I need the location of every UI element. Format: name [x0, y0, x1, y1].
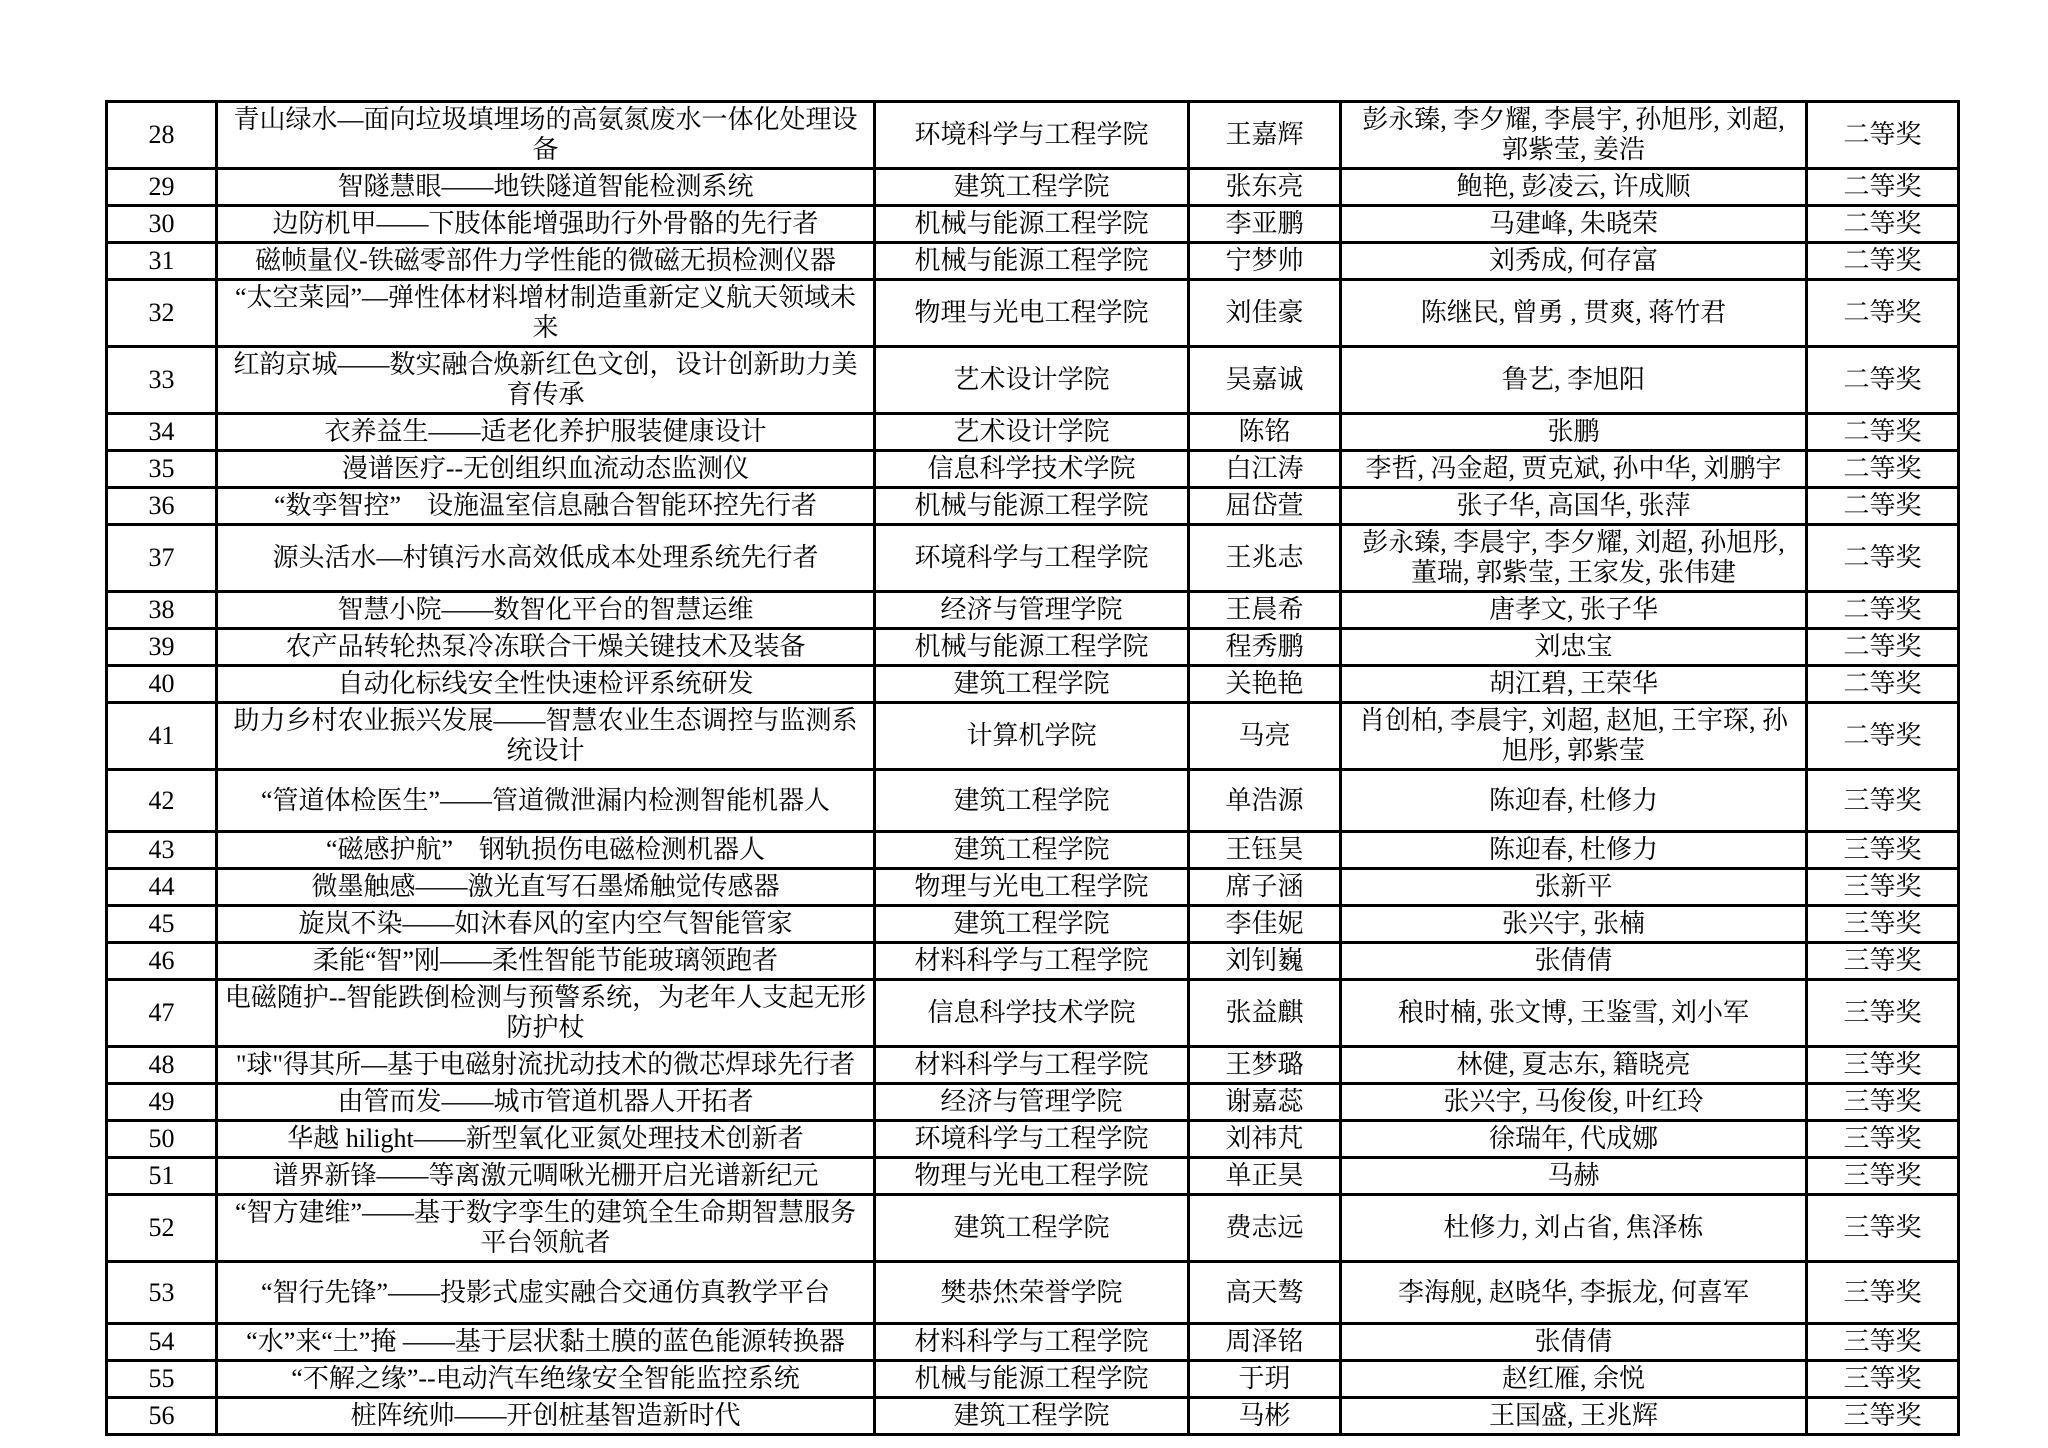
college-name-cell: 经济与管理学院 — [875, 592, 1189, 629]
award-level-cell: 三等奖 — [1807, 943, 1959, 980]
project-title-cell: “智行先锋”——投影式虚实融合交通仿真教学平台 — [217, 1262, 875, 1324]
leader-name-cell: 费志远 — [1189, 1195, 1341, 1262]
college-name-cell: 机械与能源工程学院 — [875, 1361, 1189, 1398]
college-name-cell: 建筑工程学院 — [875, 770, 1189, 832]
project-title-cell: 农产品转轮热泵冷冻联合干燥关键技术及装备 — [217, 629, 875, 666]
team-members-cell: 鲁艺, 李旭阳 — [1341, 347, 1807, 414]
leader-name-cell: 吴嘉诚 — [1189, 347, 1341, 414]
project-title-cell: "球"得其所—基于电磁射流扰动技术的微芯焊球先行者 — [217, 1047, 875, 1084]
college-name-cell: 信息科学技术学院 — [875, 451, 1189, 488]
award-level-cell: 二等奖 — [1807, 347, 1959, 414]
project-title-cell: 华越 hilight——新型氧化亚氮处理技术创新者 — [217, 1121, 875, 1158]
leader-name-cell: 屈岱萱 — [1189, 488, 1341, 525]
project-title-cell: “智方建维”——基于数字孪生的建筑全生命期智慧服务平台领航者 — [217, 1195, 875, 1262]
row-number-cell: 50 — [107, 1121, 217, 1158]
team-members-cell: 刘忠宝 — [1341, 629, 1807, 666]
table-row — [107, 347, 1959, 414]
row-number-cell: 41 — [107, 703, 217, 770]
team-members-cell: 李海舰, 赵晓华, 李振龙, 何喜军 — [1341, 1262, 1807, 1324]
team-members-cell: 马赫 — [1341, 1158, 1807, 1195]
project-title-cell: 旋岚不染——如沐春风的室内空气智能管家 — [217, 906, 875, 943]
award-level-cell: 三等奖 — [1807, 1361, 1959, 1398]
row-number-cell: 35 — [107, 451, 217, 488]
award-level-cell: 二等奖 — [1807, 525, 1959, 592]
leader-name-cell: 席子涵 — [1189, 869, 1341, 906]
leader-name-cell: 陈铭 — [1189, 414, 1341, 451]
table-row — [107, 1121, 1959, 1158]
row-number-cell: 42 — [107, 770, 217, 832]
award-level-cell: 三等奖 — [1807, 980, 1959, 1047]
college-name-cell: 材料科学与工程学院 — [875, 1047, 1189, 1084]
award-level-cell: 三等奖 — [1807, 1121, 1959, 1158]
team-members-cell: 马建峰, 朱晓荣 — [1341, 206, 1807, 243]
college-name-cell: 材料科学与工程学院 — [875, 1324, 1189, 1361]
leader-name-cell: 王晨希 — [1189, 592, 1341, 629]
project-title-cell: 电磁随护--智能跌倒检测与预警系统，为老年人支起无形防护杖 — [217, 980, 875, 1047]
team-members-cell: 彭永臻, 李夕耀, 李晨宇, 孙旭彤, 刘超, 郭紫莹, 姜浩 — [1341, 102, 1807, 169]
college-name-cell: 信息科学技术学院 — [875, 980, 1189, 1047]
row-number-cell: 55 — [107, 1361, 217, 1398]
award-list-table — [105, 100, 1960, 1436]
leader-name-cell: 高天骜 — [1189, 1262, 1341, 1324]
table-row — [107, 1324, 1959, 1361]
college-name-cell: 物理与光电工程学院 — [875, 869, 1189, 906]
leader-name-cell: 张益麒 — [1189, 980, 1341, 1047]
table-row — [107, 414, 1959, 451]
project-title-cell: 桩阵统帅——开创桩基智造新时代 — [217, 1398, 875, 1435]
team-members-cell: 赵红雁, 余悦 — [1341, 1361, 1807, 1398]
award-level-cell: 二等奖 — [1807, 703, 1959, 770]
college-name-cell: 艺术设计学院 — [875, 347, 1189, 414]
college-name-cell: 经济与管理学院 — [875, 1084, 1189, 1121]
project-title-cell: 衣养益生——适老化养护服装健康设计 — [217, 414, 875, 451]
row-number-cell: 40 — [107, 666, 217, 703]
table-row — [107, 906, 1959, 943]
team-members-cell: 张兴宇, 马俊俊, 叶红玲 — [1341, 1084, 1807, 1121]
award-level-cell: 二等奖 — [1807, 169, 1959, 206]
college-name-cell: 建筑工程学院 — [875, 906, 1189, 943]
college-name-cell: 建筑工程学院 — [875, 1195, 1189, 1262]
leader-name-cell: 李亚鹏 — [1189, 206, 1341, 243]
award-level-cell: 二等奖 — [1807, 206, 1959, 243]
leader-name-cell: 马彬 — [1189, 1398, 1341, 1435]
leader-name-cell: 于玥 — [1189, 1361, 1341, 1398]
leader-name-cell: 刘祎芃 — [1189, 1121, 1341, 1158]
college-name-cell: 建筑工程学院 — [875, 832, 1189, 869]
table-row — [107, 592, 1959, 629]
award-level-cell: 二等奖 — [1807, 243, 1959, 280]
leader-name-cell: 马亮 — [1189, 703, 1341, 770]
college-name-cell: 材料科学与工程学院 — [875, 943, 1189, 980]
row-number-cell: 37 — [107, 525, 217, 592]
leader-name-cell: 李佳妮 — [1189, 906, 1341, 943]
leader-name-cell: 刘佳豪 — [1189, 280, 1341, 347]
award-level-cell: 二等奖 — [1807, 451, 1959, 488]
college-name-cell: 计算机学院 — [875, 703, 1189, 770]
award-level-cell: 三等奖 — [1807, 1158, 1959, 1195]
leader-name-cell: 王兆志 — [1189, 525, 1341, 592]
award-level-cell: 三等奖 — [1807, 1084, 1959, 1121]
award-level-cell: 三等奖 — [1807, 1195, 1959, 1262]
table-row — [107, 1398, 1959, 1435]
row-number-cell: 56 — [107, 1398, 217, 1435]
team-members-cell: 胡江碧, 王荣华 — [1341, 666, 1807, 703]
college-name-cell: 物理与光电工程学院 — [875, 280, 1189, 347]
table-row — [107, 102, 1959, 169]
project-title-cell: 柔能“智”刚——柔性智能节能玻璃领跑者 — [217, 943, 875, 980]
team-members-cell: 张鹏 — [1341, 414, 1807, 451]
table-row — [107, 280, 1959, 347]
table-row — [107, 1047, 1959, 1084]
row-number-cell: 53 — [107, 1262, 217, 1324]
award-level-cell: 三等奖 — [1807, 770, 1959, 832]
team-members-cell: 陈迎春, 杜修力 — [1341, 832, 1807, 869]
team-members-cell: 刘秀成, 何存富 — [1341, 243, 1807, 280]
table-row — [107, 666, 1959, 703]
project-title-cell: 智隧慧眼——地铁隧道智能检测系统 — [217, 169, 875, 206]
project-title-cell: 谱界新锋——等离激元啁啾光栅开启光谱新纪元 — [217, 1158, 875, 1195]
row-number-cell: 34 — [107, 414, 217, 451]
team-members-cell: 王国盛, 王兆辉 — [1341, 1398, 1807, 1435]
team-members-cell: 张子华, 高国华, 张萍 — [1341, 488, 1807, 525]
leader-name-cell: 王嘉辉 — [1189, 102, 1341, 169]
team-members-cell: 彭永臻, 李晨宇, 李夕耀, 刘超, 孙旭彤, 董瑞, 郭紫莹, 王家发, 张伟建 — [1341, 525, 1807, 592]
team-members-cell: 肖创柏, 李晨宇, 刘超, 赵旭, 王宇琛, 孙旭彤, 郭紫莹 — [1341, 703, 1807, 770]
award-table-body — [107, 102, 1959, 1435]
college-name-cell: 环境科学与工程学院 — [875, 1121, 1189, 1158]
project-title-cell: “管道体检医生”——管道微泄漏内检测智能机器人 — [217, 770, 875, 832]
award-level-cell: 三等奖 — [1807, 906, 1959, 943]
project-title-cell: 源头活水—村镇污水高效低成本处理系统先行者 — [217, 525, 875, 592]
project-title-cell: “太空菜园”—弹性体材料增材制造重新定义航天领域未来 — [217, 280, 875, 347]
project-title-cell: “数孪智控” 设施温室信息融合智能环控先行者 — [217, 488, 875, 525]
college-name-cell: 建筑工程学院 — [875, 1398, 1189, 1435]
team-members-cell: 陈继民, 曾勇 , 贯爽, 蒋竹君 — [1341, 280, 1807, 347]
college-name-cell: 机械与能源工程学院 — [875, 488, 1189, 525]
leader-name-cell: 程秀鹏 — [1189, 629, 1341, 666]
project-title-cell: 青山绿水—面向垃圾填埋场的高氨氮废水一体化处理设备 — [217, 102, 875, 169]
college-name-cell: 建筑工程学院 — [875, 169, 1189, 206]
award-level-cell: 二等奖 — [1807, 666, 1959, 703]
award-level-cell: 二等奖 — [1807, 592, 1959, 629]
award-level-cell: 二等奖 — [1807, 414, 1959, 451]
leader-name-cell: 王梦璐 — [1189, 1047, 1341, 1084]
leader-name-cell: 王钰昊 — [1189, 832, 1341, 869]
team-members-cell: 张倩倩 — [1341, 1324, 1807, 1361]
row-number-cell: 48 — [107, 1047, 217, 1084]
team-members-cell: 稂时楠, 张文博, 王鉴雪, 刘小军 — [1341, 980, 1807, 1047]
table-row — [107, 243, 1959, 280]
award-level-cell: 三等奖 — [1807, 1262, 1959, 1324]
project-title-cell: 由管而发——城市管道机器人开拓者 — [217, 1084, 875, 1121]
award-level-cell: 三等奖 — [1807, 832, 1959, 869]
table-row — [107, 629, 1959, 666]
row-number-cell: 28 — [107, 102, 217, 169]
table-row — [107, 206, 1959, 243]
leader-name-cell: 单正昊 — [1189, 1158, 1341, 1195]
college-name-cell: 机械与能源工程学院 — [875, 206, 1189, 243]
award-level-cell: 三等奖 — [1807, 869, 1959, 906]
award-level-cell: 二等奖 — [1807, 629, 1959, 666]
table-row — [107, 1361, 1959, 1398]
row-number-cell: 54 — [107, 1324, 217, 1361]
team-members-cell: 林健, 夏志东, 籍晓亮 — [1341, 1047, 1807, 1084]
leader-name-cell: 关艳艳 — [1189, 666, 1341, 703]
project-title-cell: 磁帧量仪-铁磁零部件力学性能的微磁无损检测仪器 — [217, 243, 875, 280]
row-number-cell: 32 — [107, 280, 217, 347]
team-members-cell: 张新平 — [1341, 869, 1807, 906]
leader-name-cell: 谢嘉蕊 — [1189, 1084, 1341, 1121]
table-row — [107, 703, 1959, 770]
leader-name-cell: 白江涛 — [1189, 451, 1341, 488]
team-members-cell: 徐瑞年, 代成娜 — [1341, 1121, 1807, 1158]
table-row — [107, 488, 1959, 525]
leader-name-cell: 周泽铭 — [1189, 1324, 1341, 1361]
team-members-cell: 李哲, 冯金超, 贾克斌, 孙中华, 刘鹏宇 — [1341, 451, 1807, 488]
project-title-cell: 助力乡村农业振兴发展——智慧农业生态调控与监测系统设计 — [217, 703, 875, 770]
project-title-cell: “磁感护航” 钢轨损伤电磁检测机器人 — [217, 832, 875, 869]
award-level-cell: 三等奖 — [1807, 1398, 1959, 1435]
leader-name-cell: 单浩源 — [1189, 770, 1341, 832]
table-row — [107, 980, 1959, 1047]
college-name-cell: 环境科学与工程学院 — [875, 525, 1189, 592]
table-row — [107, 943, 1959, 980]
team-members-cell: 唐孝文, 张子华 — [1341, 592, 1807, 629]
table-row — [107, 1084, 1959, 1121]
table-row — [107, 770, 1959, 832]
project-title-cell: 漫谱医疗--无创组织血流动态监测仪 — [217, 451, 875, 488]
team-members-cell: 张兴宇, 张楠 — [1341, 906, 1807, 943]
row-number-cell: 39 — [107, 629, 217, 666]
table-row — [107, 1158, 1959, 1195]
college-name-cell: 建筑工程学院 — [875, 666, 1189, 703]
college-name-cell: 物理与光电工程学院 — [875, 1158, 1189, 1195]
table-row — [107, 451, 1959, 488]
college-name-cell: 机械与能源工程学院 — [875, 629, 1189, 666]
award-level-cell: 三等奖 — [1807, 1047, 1959, 1084]
award-level-cell: 二等奖 — [1807, 280, 1959, 347]
award-level-cell: 二等奖 — [1807, 102, 1959, 169]
row-number-cell: 52 — [107, 1195, 217, 1262]
team-members-cell: 陈迎春, 杜修力 — [1341, 770, 1807, 832]
row-number-cell: 44 — [107, 869, 217, 906]
project-title-cell: 智慧小院——数智化平台的智慧运维 — [217, 592, 875, 629]
row-number-cell: 49 — [107, 1084, 217, 1121]
row-number-cell: 46 — [107, 943, 217, 980]
row-number-cell: 29 — [107, 169, 217, 206]
team-members-cell: 杜修力, 刘占省, 焦泽栋 — [1341, 1195, 1807, 1262]
project-title-cell: 微墨触感——激光直写石墨烯触觉传感器 — [217, 869, 875, 906]
row-number-cell: 36 — [107, 488, 217, 525]
leader-name-cell: 刘钊巍 — [1189, 943, 1341, 980]
college-name-cell: 环境科学与工程学院 — [875, 102, 1189, 169]
project-title-cell: 红韵京城——数实融合焕新红色文创，设计创新助力美育传承 — [217, 347, 875, 414]
table-row — [107, 1262, 1959, 1324]
row-number-cell: 31 — [107, 243, 217, 280]
college-name-cell: 艺术设计学院 — [875, 414, 1189, 451]
award-level-cell: 三等奖 — [1807, 1324, 1959, 1361]
project-title-cell: 自动化标线安全性快速检评系统研发 — [217, 666, 875, 703]
row-number-cell: 38 — [107, 592, 217, 629]
leader-name-cell: 宁梦帅 — [1189, 243, 1341, 280]
leader-name-cell: 张东亮 — [1189, 169, 1341, 206]
row-number-cell: 45 — [107, 906, 217, 943]
table-row — [107, 869, 1959, 906]
college-name-cell: 樊恭烋荣誉学院 — [875, 1262, 1189, 1324]
award-level-cell: 二等奖 — [1807, 488, 1959, 525]
project-title-cell: “水”来“土”掩 ——基于层状黏土膜的蓝色能源转换器 — [217, 1324, 875, 1361]
table-row — [107, 525, 1959, 592]
project-title-cell: 边防机甲——下肢体能增强助行外骨骼的先行者 — [217, 206, 875, 243]
row-number-cell: 47 — [107, 980, 217, 1047]
table-row — [107, 832, 1959, 869]
table-row — [107, 1195, 1959, 1262]
row-number-cell: 33 — [107, 347, 217, 414]
college-name-cell: 机械与能源工程学院 — [875, 243, 1189, 280]
project-title-cell: “不解之缘”--电动汽车绝缘安全智能监控系统 — [217, 1361, 875, 1398]
team-members-cell: 张倩倩 — [1341, 943, 1807, 980]
row-number-cell: 51 — [107, 1158, 217, 1195]
team-members-cell: 鲍艳, 彭凌云, 许成顺 — [1341, 169, 1807, 206]
row-number-cell: 30 — [107, 206, 217, 243]
table-row — [107, 169, 1959, 206]
row-number-cell: 43 — [107, 832, 217, 869]
